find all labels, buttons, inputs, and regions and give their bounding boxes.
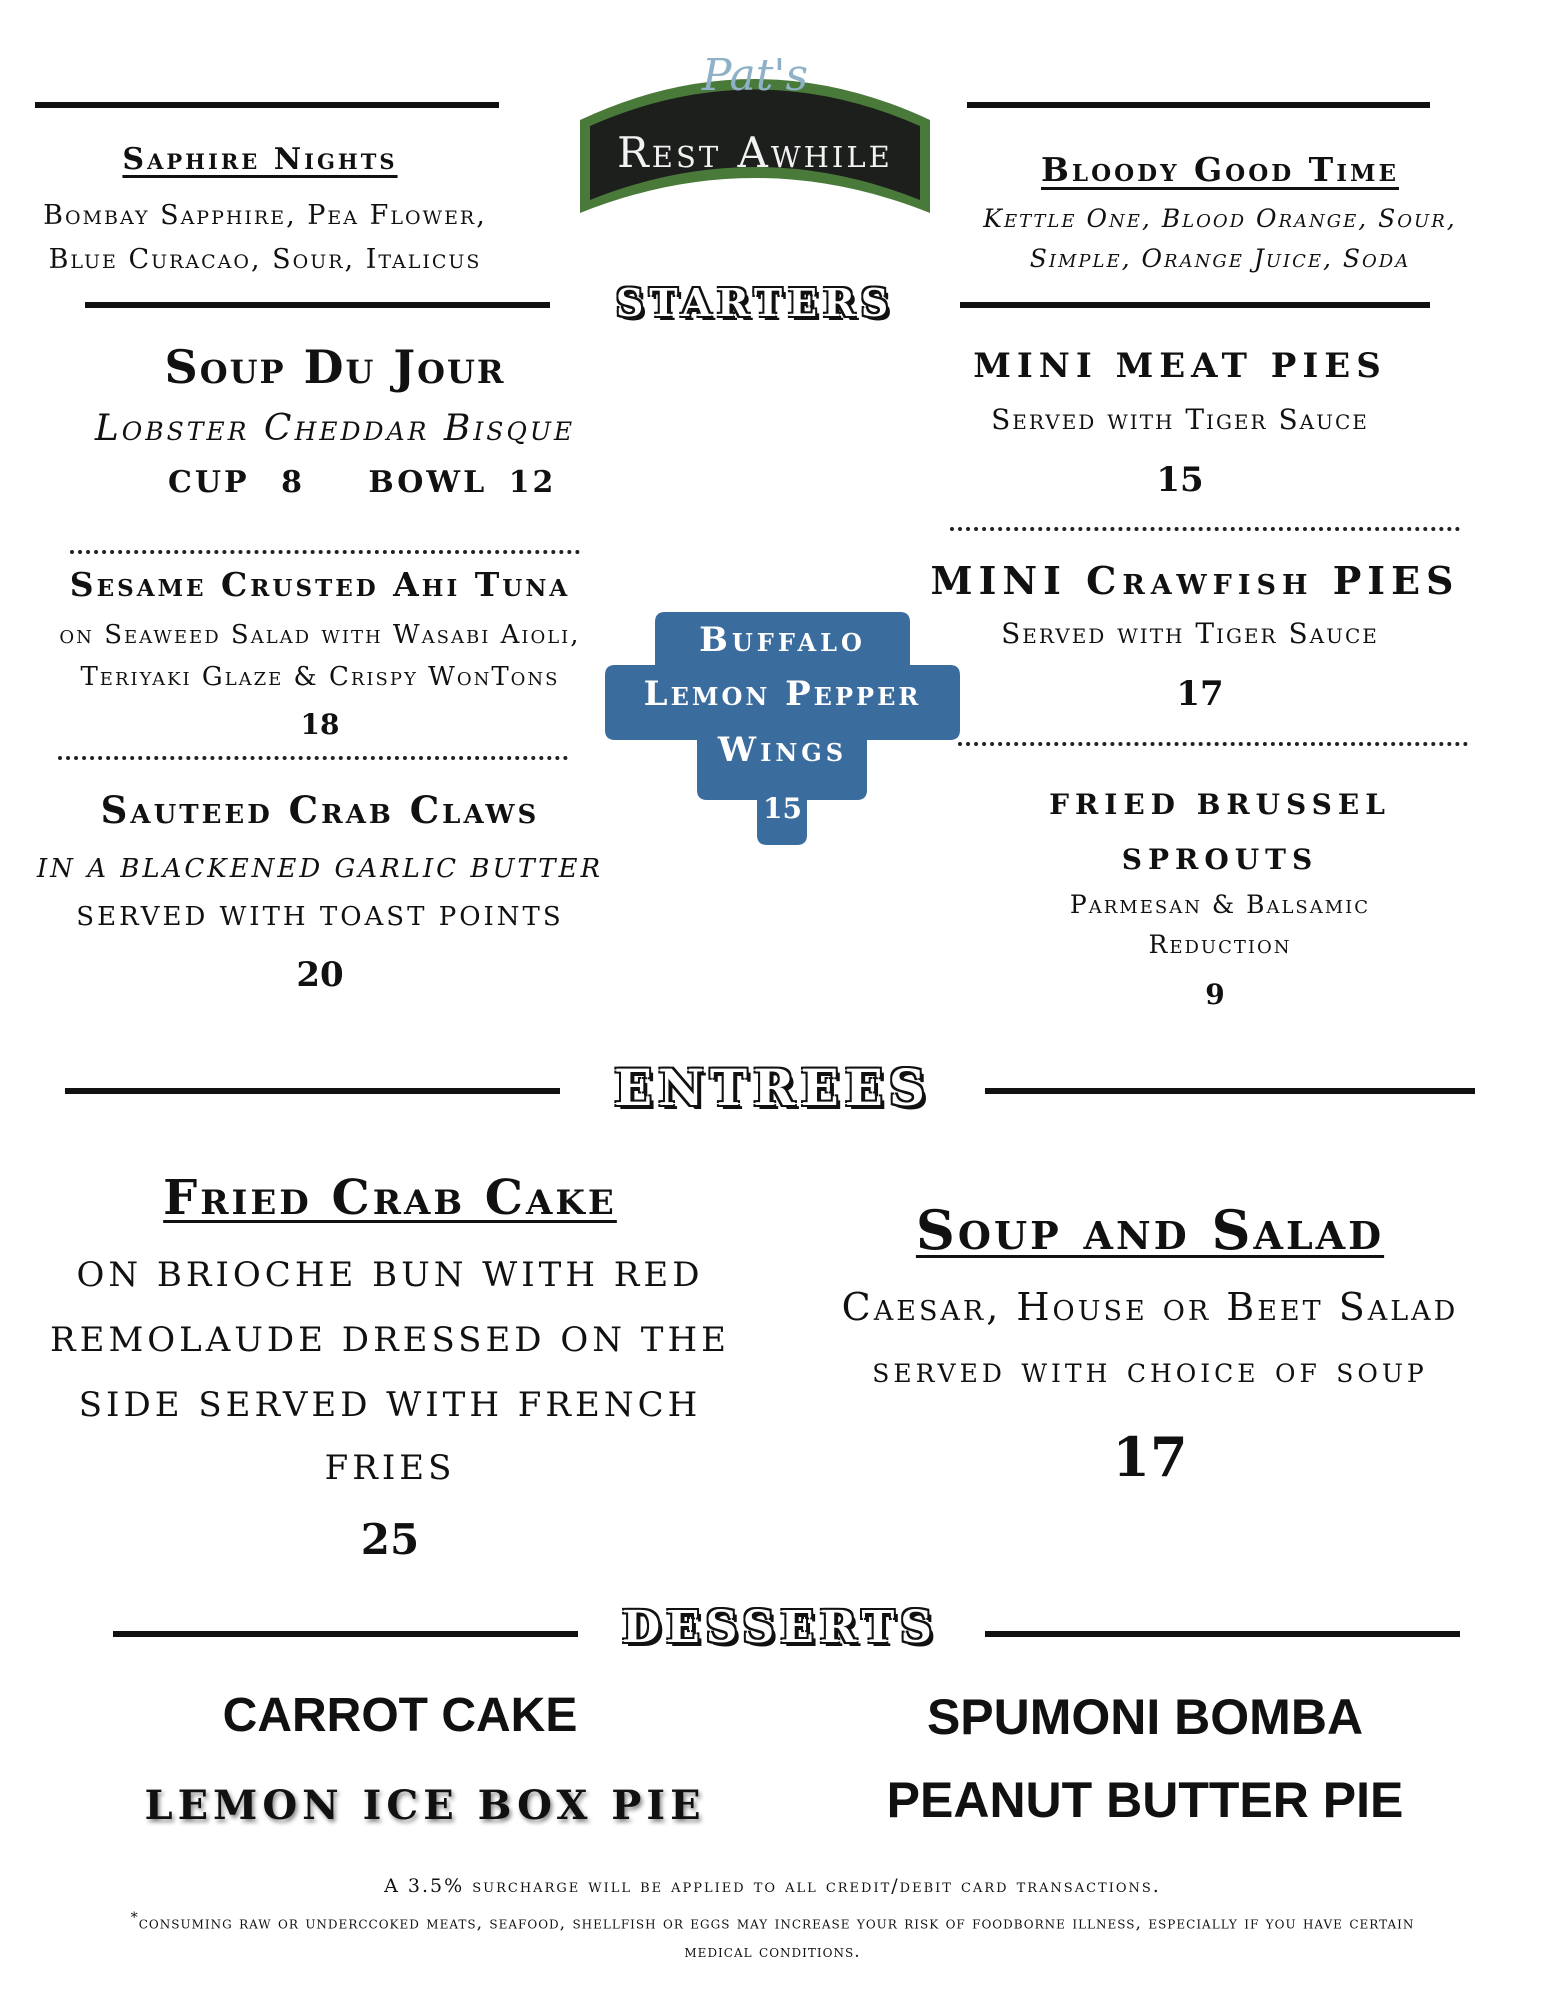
dotted-divider xyxy=(58,756,568,760)
dotted-divider xyxy=(958,742,1468,746)
logo-script: Pat's xyxy=(701,50,809,101)
starter-desc: IN A BLACKENED GARLIC BUTTER xyxy=(36,854,604,884)
dessert-item: CARROT CAKE xyxy=(222,1689,578,1742)
starter-desc: Parmesan & Balsamic xyxy=(1069,890,1371,919)
dotted-divider xyxy=(70,550,580,554)
starter-desc: SERVED WITH TOAST POINTS xyxy=(76,902,564,932)
starter-name: Soup Du Jour xyxy=(164,340,506,394)
starter-price: 17 xyxy=(1176,674,1224,714)
wings-line: Buffalo xyxy=(699,620,866,660)
starter-name: Sauteed Crab Claws xyxy=(100,788,540,832)
entree-name: Fried Crab Cake xyxy=(163,1170,617,1226)
starter-name: MINI MEAT PIES xyxy=(973,346,1387,386)
starter-desc: Lobster Cheddar Bisque xyxy=(94,408,576,449)
wings-price: 15 xyxy=(763,792,802,825)
bowl-label: BOWL xyxy=(368,465,488,500)
starter-desc: Served with Tiger Sauce xyxy=(1001,617,1379,650)
starter-desc: Teriyaki Glaze & Crispy WonTons xyxy=(80,662,560,692)
divider xyxy=(65,1088,560,1094)
starter-name: MINI Crawfish PIES xyxy=(930,558,1460,603)
dessert-item: LEMON ICE BOX PIE xyxy=(144,1782,706,1829)
starter-price: 15 xyxy=(1156,460,1204,500)
starter-desc: on Seaweed Salad with Wasabi Aioli, xyxy=(59,620,581,650)
section-desserts: DESSERTS xyxy=(621,1602,939,1653)
starter-name: SPROUTS xyxy=(1121,843,1319,876)
divider xyxy=(35,102,499,108)
divider xyxy=(960,302,1430,308)
cup-label: CUP xyxy=(168,465,250,500)
divider xyxy=(113,1631,578,1637)
dessert-item: PEANUT BUTTER PIE xyxy=(886,1772,1404,1828)
section-entrees: ENTREES xyxy=(614,1058,931,1117)
entree-desc: FRIES xyxy=(324,1448,456,1488)
wings-line: Wings xyxy=(717,730,848,770)
divider xyxy=(985,1631,1460,1637)
cocktail-desc: Kettle One, Blood Orange, Sour, xyxy=(983,204,1457,233)
entree-desc: served with choice of soup xyxy=(872,1350,1428,1391)
starter-price: 18 xyxy=(300,708,340,741)
starter-desc: Reduction xyxy=(1148,930,1292,959)
starter-price: 9 xyxy=(1205,978,1225,1011)
logo-name: Rest Awhile xyxy=(617,128,893,177)
wings-line: Lemon Pepper xyxy=(643,674,922,714)
starter-name: FRIED BRUSSEL xyxy=(1049,788,1391,821)
divider xyxy=(985,1088,1475,1094)
entree-desc: ON BRIOCHE BUN WITH RED xyxy=(76,1255,704,1295)
cocktail-desc: Blue Curacao, Sour, Italicus xyxy=(48,244,482,275)
starter-price: 20 xyxy=(296,955,344,995)
warning-text: consuming raw or underccoked meats, seafood, shellfish or eggs may increase your risk of foodborne illness, especially if you have certain xyxy=(138,1913,1415,1934)
soup-sizes xyxy=(168,465,568,500)
warning-mark: * xyxy=(130,1910,139,1926)
starter-name: Sesame Crusted Ahi Tuna xyxy=(69,565,571,604)
starter-desc: Served with Tiger Sauce xyxy=(991,403,1369,436)
cup-price: 8 xyxy=(281,465,305,500)
bowl-price: 12 xyxy=(508,465,557,500)
entree-desc: REMOLAUDE DRESSED ON THE xyxy=(50,1320,730,1360)
cocktail-name: Saphire Nights xyxy=(122,142,398,177)
cocktail-desc: Simple, Orange Juice, Soda xyxy=(1029,244,1411,273)
dessert-item: SPUMONI BOMBA xyxy=(926,1689,1364,1745)
entree-price: 17 xyxy=(1112,1425,1188,1489)
divider xyxy=(967,102,1430,108)
entree-price: 25 xyxy=(360,1515,420,1564)
cocktail-desc: Bombay Sapphire, Pea Flower, xyxy=(43,200,487,231)
divider xyxy=(85,302,550,308)
section-starters: STARTERS xyxy=(615,280,895,325)
health-warning-cont: medical conditions. xyxy=(684,1942,861,1962)
cocktail-name: Bloody Good Time xyxy=(1041,150,1399,189)
logo xyxy=(570,48,940,218)
wings-badge xyxy=(605,610,960,845)
surcharge-note: A 3.5% surcharge will be applied to all credit/debit card transactions. xyxy=(384,1875,1161,1897)
entree-desc: SIDE SERVED WITH FRENCH xyxy=(78,1385,702,1425)
entree-desc: Caesar, House or Beet Salad xyxy=(841,1285,1459,1329)
entree-name: Soup and Salad xyxy=(915,1198,1385,1262)
health-warning xyxy=(20,1910,1525,1934)
dotted-divider xyxy=(950,527,1460,531)
